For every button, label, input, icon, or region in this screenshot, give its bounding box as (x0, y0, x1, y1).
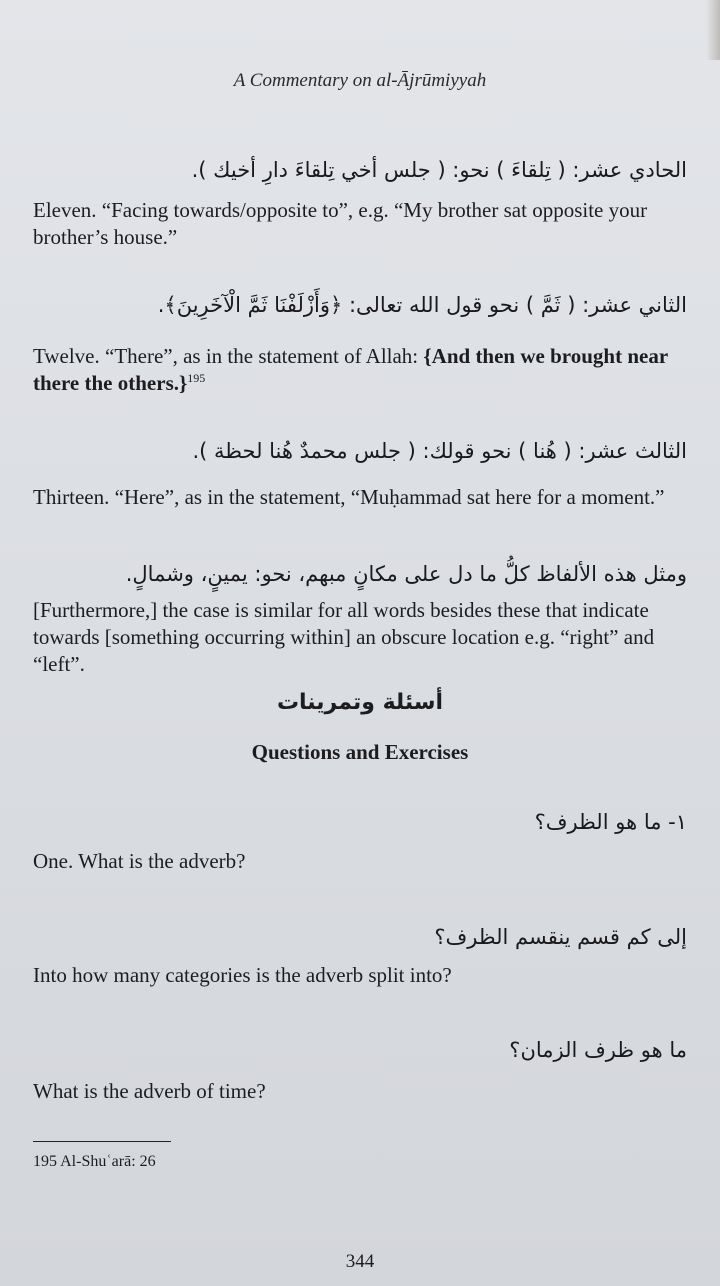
entry-thirteen-english: Thirteen. “Here”, as in the statement, “Muḥammad sat here for a moment.” (33, 485, 665, 509)
page-edge (706, 0, 720, 60)
question-one-english: One. What is the adverb? (33, 849, 246, 873)
question-one-arabic: ١- ما هو الظرف؟ (534, 810, 687, 834)
quran-quote: {And then we brought near there the others.} (33, 344, 668, 395)
entry-twelve-english (33, 343, 693, 397)
entry-thirteen-arabic: الثالث عشر: ( هُنا ) نحو قولك: ( جلس محمدٌ هُنا لحظة ). (192, 439, 687, 463)
entry-eleven-arabic: الحادي عشر: ( تِلقاءَ ) نحو: ( جلس أخي تِلقاءَ دارِ أخيك ). (191, 158, 687, 182)
general-note-english: [Furthermore,] the case is similar for all words besides these that indicate towards [something occurring within] an obscure location e.g. “right” and “left”. (33, 598, 655, 676)
page-number: 344 (345, 1251, 375, 1272)
question-two-arabic: إلى كم قسم ينقسم الظرف؟ (434, 925, 687, 949)
section-title-arabic: أسئلة وتمرينات (276, 690, 444, 715)
entry-eleven-english: Eleven. “Facing towards/opposite to”, e.g. “My brother sat opposite your brother’s house.” (33, 198, 648, 249)
general-note-arabic: ومثل هذه الألفاظ كلُّ ما دل على مكانٍ مبهم، نحو: يمينٍ، وشمالٍ. (125, 562, 687, 586)
running-header: A Commentary on al-Ājrūmiyyah (233, 70, 487, 91)
entry-twelve-arabic: الثاني عشر: ( ثَمَّ ) نحو قول الله تعالى: ﴿وَأَزْلَفْنَا ثَمَّ الْآخَرِينَ﴾. (157, 293, 687, 317)
section-title-english: Questions and Exercises (251, 740, 469, 764)
question-three-english: What is the adverb of time? (33, 1079, 266, 1103)
footnote-ref: 195 (187, 370, 206, 385)
question-two-english: Into how many categories is the adverb split into? (33, 963, 452, 987)
footnote: 195 Al-Shuʿarā: 26 (33, 1153, 156, 1170)
question-three-arabic: ما هو ظرف الزمان؟ (509, 1038, 687, 1062)
footnote-divider (33, 1141, 171, 1142)
entry-twelve-english-text: Twelve. “There”, as in the statement of Allah: (33, 344, 424, 368)
